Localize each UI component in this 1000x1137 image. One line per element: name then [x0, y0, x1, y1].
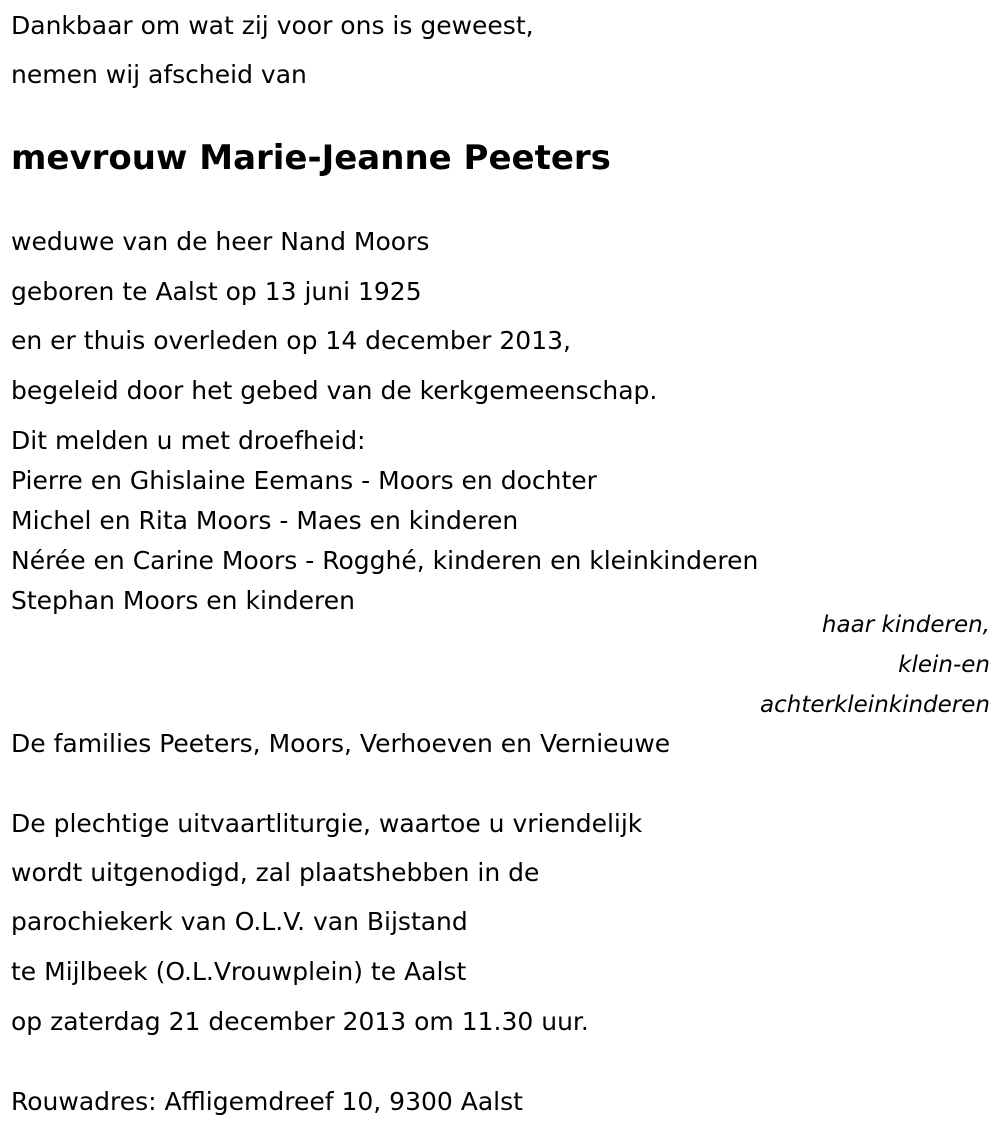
funeral-line: te Mijlbeek (O.L.Vrouwplein) te Aalst [11, 957, 467, 986]
mourner-line: Michel en Rita Moors - Maes en kinderen [11, 506, 519, 535]
intro-line-2: nemen wij afscheid van [11, 60, 307, 89]
detail-widow: weduwe van de heer Nand Moors [11, 227, 430, 256]
relation-note-line-3: achterkleinkinderen [760, 692, 990, 718]
families-line: De families Peeters, Moors, Verhoeven en Vernieuwe [11, 729, 671, 758]
funeral-line: parochiekerk van O.L.V. van Bijstand [11, 907, 468, 936]
announcement-intro: Dit melden u met droefheid: [11, 426, 366, 455]
intro-line-1: Dankbaar om wat zij voor ons is geweest, [11, 11, 534, 40]
mourner-line: Stephan Moors en kinderen [11, 586, 355, 615]
deceased-name: mevrouw Marie-Jeanne Peeters [11, 138, 611, 178]
mourner-line: Nérée en Carine Moors - Rogghé, kinderen en kleinkinderen [11, 546, 759, 575]
funeral-line: wordt uitgenodigd, zal plaatshebben in de [11, 858, 540, 887]
funeral-line: De plechtige uitvaartliturgie, waartoe u vriendelijk [11, 809, 643, 838]
relation-note-line-1: haar kinderen, [821, 612, 990, 638]
relation-note-line-2: klein-en [898, 652, 990, 678]
mourning-address: Rouwadres: Affligemdreef 10, 9300 Aalst [11, 1087, 523, 1116]
detail-died: en er thuis overleden op 14 december 2013, [11, 326, 571, 355]
funeral-line: op zaterdag 21 december 2013 om 11.30 uur. [11, 1007, 589, 1036]
mourner-line: Pierre en Ghislaine Eemans - Moors en dochter [11, 466, 597, 495]
detail-prayer: begeleid door het gebed van de kerkgemeenschap. [11, 376, 658, 405]
detail-born: geboren te Aalst op 13 juni 1925 [11, 277, 422, 306]
